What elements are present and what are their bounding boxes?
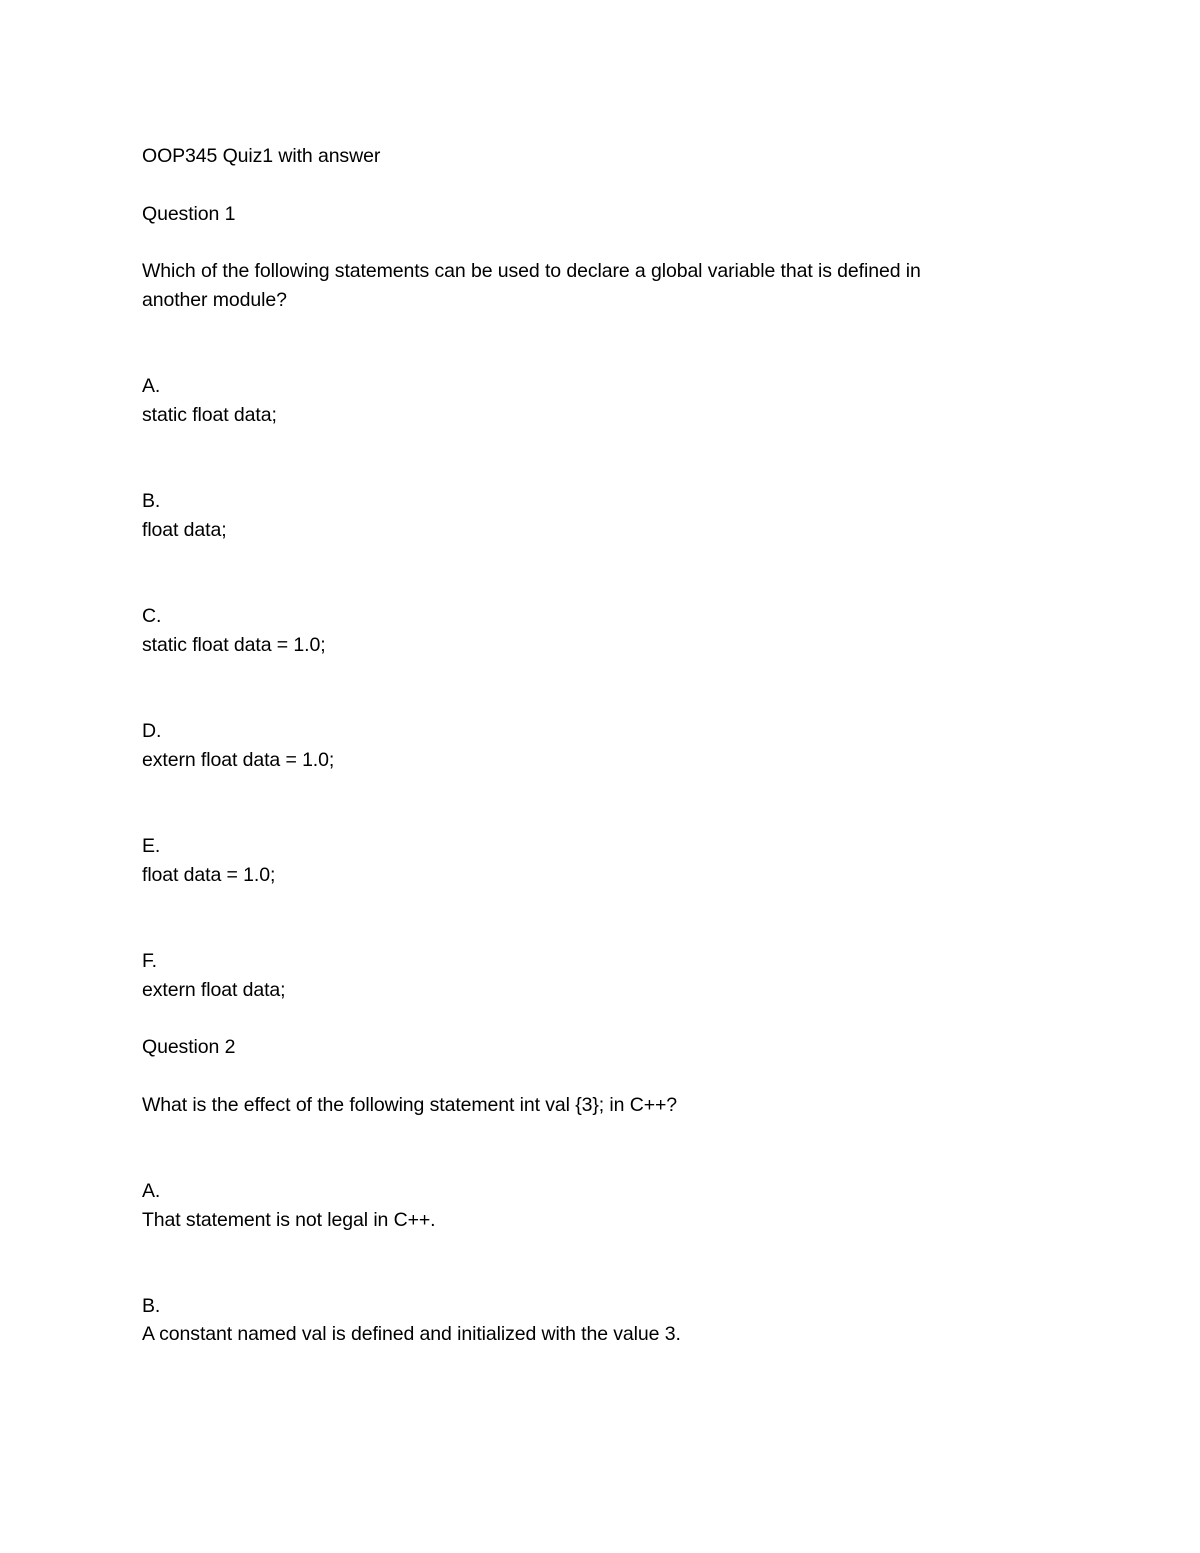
q1-option-b-text: float data; (142, 519, 227, 541)
q1-option-c-text: static float data = 1.0; (142, 634, 326, 656)
q1-option-e-text: float data = 1.0; (142, 864, 276, 886)
question-1-prompt-line-2: another module? (142, 289, 287, 311)
q1-option-f-text: extern float data; (142, 979, 286, 1001)
q1-option-b-label: B. (142, 490, 161, 512)
question-2-prompt-line-1: What is the effect of the following statement int val {3}; in C++? (142, 1094, 678, 1116)
q1-option-c-label: C. (142, 605, 162, 627)
question-1-prompt-line-1: Which of the following statements can be used to declare a global variable that is defined in (142, 260, 921, 282)
q2-option-a-text: That statement is not legal in C++. (142, 1209, 436, 1231)
question-1-heading: Question 1 (142, 203, 236, 225)
q2-option-b-label: B. (142, 1295, 161, 1317)
q1-option-d-text: extern float data = 1.0; (142, 749, 335, 771)
q1-option-f-label: F. (142, 950, 157, 972)
q1-option-a-label: A. (142, 375, 161, 397)
q1-option-e-label: E. (142, 835, 161, 857)
q1-option-d-label: D. (142, 720, 162, 742)
q2-option-b-text: A constant named val is defined and initialized with the value 3. (142, 1323, 681, 1345)
q2-option-a-label: A. (142, 1180, 161, 1202)
question-2-heading: Question 2 (142, 1036, 236, 1058)
document-title: OOP345 Quiz1 with answer (142, 145, 381, 167)
q1-option-a-text: static float data; (142, 404, 277, 426)
